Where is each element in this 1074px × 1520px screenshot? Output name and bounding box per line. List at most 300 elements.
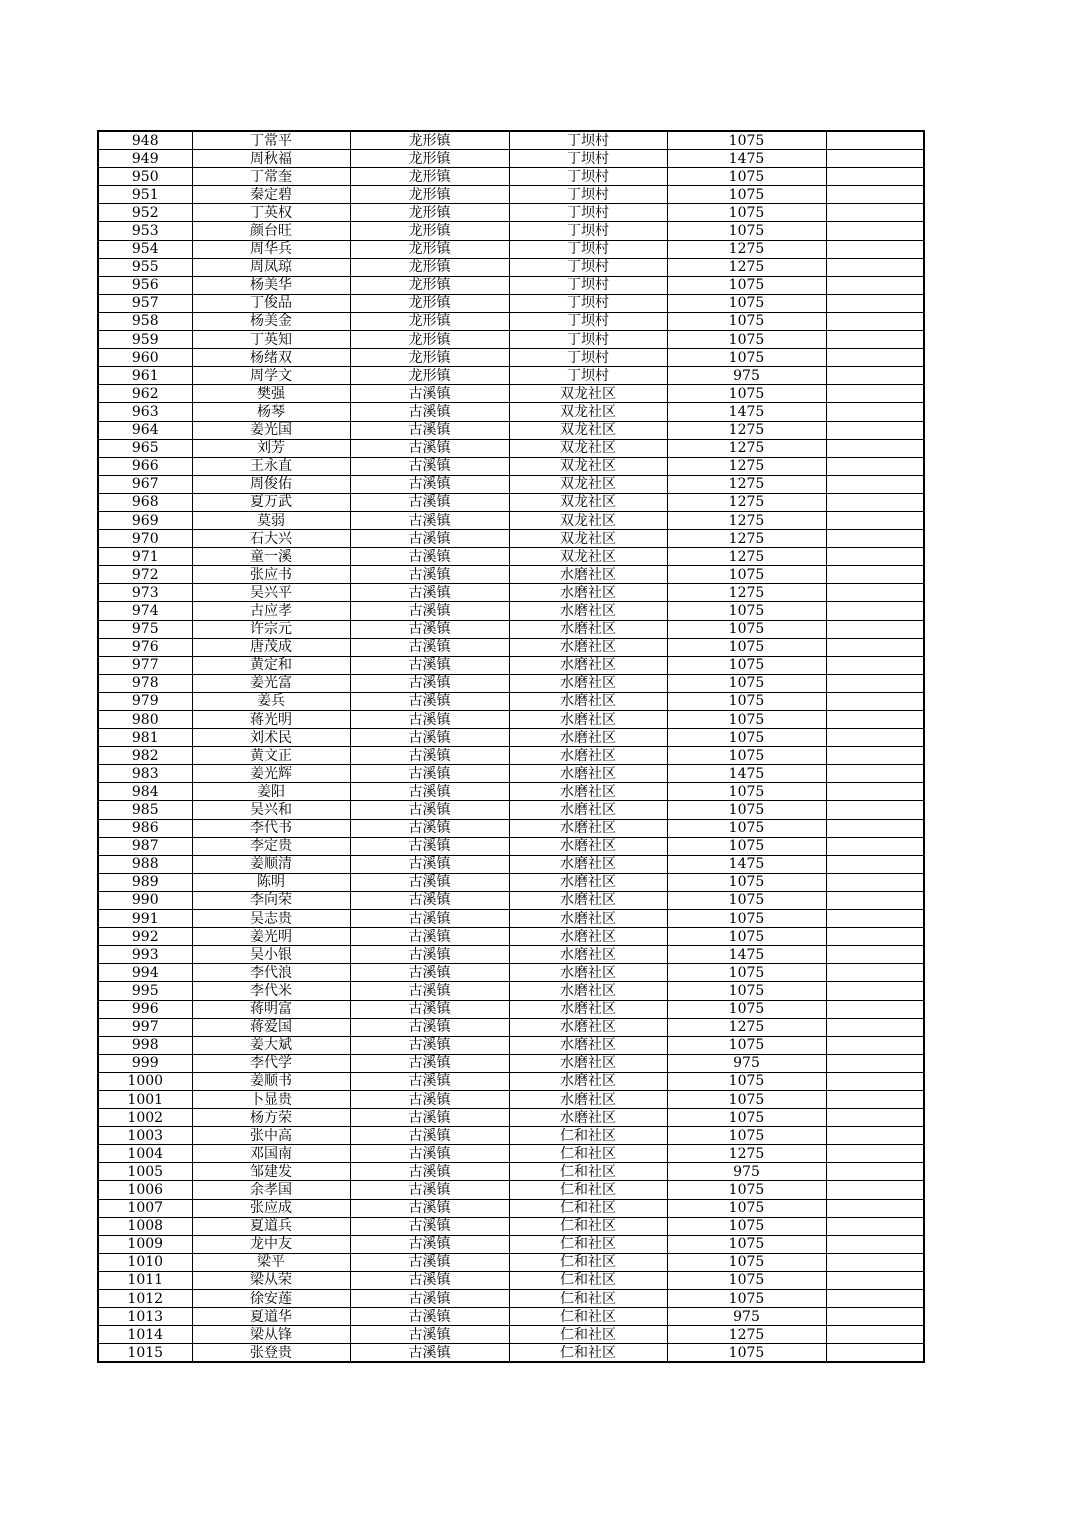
cell-amount: 1075 [667,1109,826,1127]
cell-town: 古溪镇 [350,928,509,946]
cell-amount: 1075 [667,747,826,765]
cell-index: 974 [98,602,192,620]
cell-town: 古溪镇 [350,530,509,548]
cell-name: 姜顺清 [192,855,350,873]
cell-index: 1005 [98,1163,192,1181]
cell-village: 水磨社区 [509,819,667,837]
cell-remark [826,1253,924,1271]
cell-remark [826,131,924,150]
cell-index: 1015 [98,1344,192,1363]
cell-village: 水磨社区 [509,656,667,674]
cell-index: 953 [98,222,192,240]
cell-name: 秦定碧 [192,186,350,204]
cell-name: 夏道兵 [192,1217,350,1235]
table-row [98,964,924,982]
cell-remark [826,150,924,168]
cell-name: 姜顺书 [192,1072,350,1090]
cell-index: 988 [98,855,192,873]
cell-name: 梁从锋 [192,1326,350,1344]
cell-name: 杨琴 [192,403,350,421]
cell-amount: 975 [667,1308,826,1326]
cell-village: 丁坝村 [509,367,667,385]
table-row [98,891,924,909]
cell-name: 石大兴 [192,530,350,548]
cell-index: 989 [98,873,192,891]
cell-remark [826,548,924,566]
table-row [98,801,924,819]
cell-name: 夏万武 [192,493,350,511]
table-row [98,312,924,330]
cell-amount: 1075 [667,819,826,837]
cell-name: 古应孝 [192,602,350,620]
cell-amount: 1075 [667,602,826,620]
cell-remark [826,439,924,457]
cell-town: 古溪镇 [350,819,509,837]
cell-village: 双龙社区 [509,403,667,421]
cell-remark [826,168,924,186]
cell-name: 姜大斌 [192,1036,350,1054]
cell-amount: 1075 [667,1199,826,1217]
table-row [98,928,924,946]
cell-village: 仁和社区 [509,1290,667,1308]
cell-name: 童一溪 [192,548,350,566]
cell-index: 975 [98,620,192,638]
table-row [98,131,924,150]
cell-town: 古溪镇 [350,891,509,909]
cell-name: 李代米 [192,982,350,1000]
cell-index: 1013 [98,1308,192,1326]
cell-amount: 1275 [667,421,826,439]
table-row [98,1271,924,1289]
cell-index: 985 [98,801,192,819]
cell-name: 姜阳 [192,783,350,801]
cell-village: 仁和社区 [509,1235,667,1253]
cell-town: 古溪镇 [350,602,509,620]
table-row [98,1326,924,1344]
cell-town: 古溪镇 [350,1072,509,1090]
cell-remark [826,331,924,349]
cell-remark [826,403,924,421]
cell-village: 水磨社区 [509,692,667,710]
cell-name: 李代书 [192,819,350,837]
table-row [98,873,924,891]
cell-name: 蒋明富 [192,1000,350,1018]
cell-index: 987 [98,837,192,855]
table-row [98,511,924,529]
cell-index: 960 [98,349,192,367]
cell-index: 978 [98,674,192,692]
cell-index: 1011 [98,1271,192,1289]
cell-amount: 975 [667,367,826,385]
cell-index: 961 [98,367,192,385]
cell-amount: 1275 [667,475,826,493]
cell-amount: 1275 [667,548,826,566]
cell-amount: 1475 [667,946,826,964]
cell-name: 唐茂成 [192,638,350,656]
cell-remark [826,1271,924,1289]
cell-index: 986 [98,819,192,837]
cell-remark [826,928,924,946]
cell-amount: 1075 [667,1217,826,1235]
table-row [98,765,924,783]
cell-village: 水磨社区 [509,765,667,783]
cell-name: 杨方荣 [192,1109,350,1127]
cell-remark [826,602,924,620]
table-row [98,530,924,548]
table-row [98,331,924,349]
table-row [98,602,924,620]
cell-amount: 1075 [667,1271,826,1289]
cell-name: 张应成 [192,1199,350,1217]
table-row [98,837,924,855]
cell-village: 仁和社区 [509,1344,667,1363]
cell-index: 951 [98,186,192,204]
table-row [98,475,924,493]
cell-village: 仁和社区 [509,1326,667,1344]
cell-remark [826,765,924,783]
table-row [98,258,924,276]
cell-town: 古溪镇 [350,1018,509,1036]
cell-amount: 1275 [667,457,826,475]
cell-amount: 1275 [667,584,826,602]
cell-name: 蒋光明 [192,711,350,729]
cell-village: 水磨社区 [509,891,667,909]
cell-index: 970 [98,530,192,548]
cell-remark [826,349,924,367]
cell-remark [826,692,924,710]
table-row [98,1000,924,1018]
cell-remark [826,1109,924,1127]
cell-index: 1009 [98,1235,192,1253]
cell-village: 双龙社区 [509,457,667,475]
table-row [98,1090,924,1108]
data-table [97,130,925,1363]
table-row [98,385,924,403]
cell-village: 丁坝村 [509,186,667,204]
cell-town: 古溪镇 [350,1290,509,1308]
cell-village: 仁和社区 [509,1127,667,1145]
cell-town: 古溪镇 [350,1127,509,1145]
table-row [98,1018,924,1036]
cell-village: 水磨社区 [509,1109,667,1127]
cell-amount: 1075 [667,385,826,403]
cell-index: 1014 [98,1326,192,1344]
table-row [98,946,924,964]
table-row [98,1290,924,1308]
cell-town: 古溪镇 [350,765,509,783]
cell-town: 古溪镇 [350,674,509,692]
cell-index: 1008 [98,1217,192,1235]
cell-village: 水磨社区 [509,674,667,692]
cell-town: 古溪镇 [350,1326,509,1344]
cell-town: 古溪镇 [350,801,509,819]
cell-amount: 1075 [667,1235,826,1253]
cell-remark [826,312,924,330]
cell-remark [826,873,924,891]
cell-town: 龙形镇 [350,294,509,312]
cell-village: 丁坝村 [509,331,667,349]
cell-remark [826,493,924,511]
cell-name: 姜光富 [192,674,350,692]
table-row [98,638,924,656]
cell-amount: 1275 [667,511,826,529]
cell-index: 973 [98,584,192,602]
cell-name: 夏道华 [192,1308,350,1326]
cell-amount: 1075 [667,674,826,692]
table-row [98,692,924,710]
cell-village: 仁和社区 [509,1145,667,1163]
cell-name: 李向荣 [192,891,350,909]
cell-index: 948 [98,131,192,150]
cell-remark [826,1036,924,1054]
table-row [98,1054,924,1072]
cell-name: 吴志贵 [192,910,350,928]
cell-amount: 1275 [667,1018,826,1036]
table-row [98,1199,924,1217]
cell-remark [826,1072,924,1090]
cell-amount: 1075 [667,1127,826,1145]
table-row [98,584,924,602]
cell-name: 余孝国 [192,1181,350,1199]
cell-name: 姜光明 [192,928,350,946]
cell-town: 古溪镇 [350,964,509,982]
cell-remark [826,747,924,765]
cell-village: 水磨社区 [509,801,667,819]
cell-village: 水磨社区 [509,1000,667,1018]
cell-town: 龙形镇 [350,276,509,294]
cell-village: 仁和社区 [509,1253,667,1271]
cell-name: 龙中友 [192,1235,350,1253]
cell-amount: 1475 [667,855,826,873]
cell-name: 王永直 [192,457,350,475]
cell-index: 1000 [98,1072,192,1090]
cell-town: 古溪镇 [350,1271,509,1289]
cell-remark [826,1199,924,1217]
table-row [98,982,924,1000]
cell-remark [826,367,924,385]
cell-amount: 1075 [667,1072,826,1090]
cell-name: 丁英权 [192,204,350,222]
table-row [98,1163,924,1181]
cell-name: 刘术民 [192,729,350,747]
cell-name: 丁常奎 [192,168,350,186]
cell-remark [826,964,924,982]
cell-remark [826,1181,924,1199]
cell-village: 丁坝村 [509,131,667,150]
cell-village: 双龙社区 [509,439,667,457]
cell-town: 古溪镇 [350,548,509,566]
cell-index: 950 [98,168,192,186]
cell-village: 双龙社区 [509,421,667,439]
cell-amount: 1075 [667,711,826,729]
cell-village: 仁和社区 [509,1217,667,1235]
cell-amount: 1275 [667,1145,826,1163]
cell-village: 丁坝村 [509,258,667,276]
cell-town: 古溪镇 [350,1344,509,1363]
cell-index: 954 [98,240,192,258]
cell-remark [826,891,924,909]
cell-remark [826,1326,924,1344]
cell-name: 吴小银 [192,946,350,964]
cell-name: 莫弱 [192,511,350,529]
table-row [98,656,924,674]
cell-remark [826,855,924,873]
cell-index: 966 [98,457,192,475]
cell-amount: 1075 [667,294,826,312]
data-table-container [97,130,923,1363]
cell-index: 981 [98,729,192,747]
cell-town: 古溪镇 [350,711,509,729]
cell-name: 陈明 [192,873,350,891]
cell-name: 周凤琼 [192,258,350,276]
cell-index: 1006 [98,1181,192,1199]
cell-town: 龙形镇 [350,131,509,150]
cell-town: 古溪镇 [350,1308,509,1326]
cell-town: 龙形镇 [350,331,509,349]
table-row [98,168,924,186]
table-row [98,294,924,312]
table-row [98,240,924,258]
cell-amount: 1075 [667,964,826,982]
cell-town: 古溪镇 [350,946,509,964]
cell-remark [826,1054,924,1072]
cell-remark [826,946,924,964]
cell-index: 977 [98,656,192,674]
cell-index: 984 [98,783,192,801]
cell-town: 古溪镇 [350,692,509,710]
table-row [98,204,924,222]
cell-village: 丁坝村 [509,349,667,367]
table-row [98,493,924,511]
cell-town: 古溪镇 [350,837,509,855]
cell-index: 971 [98,548,192,566]
cell-name: 李代浪 [192,964,350,982]
cell-remark [826,910,924,928]
cell-remark [826,783,924,801]
cell-village: 仁和社区 [509,1308,667,1326]
cell-town: 古溪镇 [350,403,509,421]
cell-index: 979 [98,692,192,710]
cell-remark [826,801,924,819]
cell-town: 古溪镇 [350,1090,509,1108]
table-row [98,620,924,638]
cell-village: 双龙社区 [509,530,667,548]
cell-remark [826,656,924,674]
cell-remark [826,729,924,747]
cell-index: 991 [98,910,192,928]
cell-village: 丁坝村 [509,240,667,258]
cell-remark [826,1217,924,1235]
cell-remark [826,421,924,439]
cell-index: 990 [98,891,192,909]
cell-remark [826,530,924,548]
cell-town: 古溪镇 [350,475,509,493]
cell-village: 水磨社区 [509,711,667,729]
cell-name: 吴兴和 [192,801,350,819]
cell-amount: 1275 [667,493,826,511]
cell-amount: 1075 [667,168,826,186]
cell-village: 水磨社区 [509,602,667,620]
cell-name: 周俊佑 [192,475,350,493]
cell-name: 张中高 [192,1127,350,1145]
table-row [98,1109,924,1127]
cell-town: 古溪镇 [350,385,509,403]
cell-remark [826,982,924,1000]
cell-remark [826,1290,924,1308]
cell-town: 龙形镇 [350,240,509,258]
cell-village: 水磨社区 [509,964,667,982]
cell-amount: 1075 [667,729,826,747]
cell-town: 龙形镇 [350,367,509,385]
cell-index: 993 [98,946,192,964]
cell-amount: 1075 [667,873,826,891]
cell-name: 姜光辉 [192,765,350,783]
cell-village: 水磨社区 [509,910,667,928]
cell-index: 968 [98,493,192,511]
cell-index: 972 [98,566,192,584]
table-row [98,1235,924,1253]
cell-town: 古溪镇 [350,873,509,891]
cell-name: 樊强 [192,385,350,403]
table-row [98,1308,924,1326]
cell-index: 995 [98,982,192,1000]
table-row [98,457,924,475]
cell-index: 957 [98,294,192,312]
cell-index: 969 [98,511,192,529]
cell-village: 丁坝村 [509,312,667,330]
table-row [98,367,924,385]
cell-name: 颜台旺 [192,222,350,240]
cell-village: 双龙社区 [509,511,667,529]
cell-index: 999 [98,1054,192,1072]
cell-amount: 1075 [667,891,826,909]
cell-amount: 1075 [667,801,826,819]
cell-amount: 1075 [667,204,826,222]
cell-index: 1010 [98,1253,192,1271]
cell-village: 水磨社区 [509,584,667,602]
cell-name: 邹建发 [192,1163,350,1181]
cell-amount: 1275 [667,258,826,276]
cell-town: 古溪镇 [350,493,509,511]
cell-town: 古溪镇 [350,511,509,529]
table-row [98,674,924,692]
cell-name: 吴兴平 [192,584,350,602]
cell-remark [826,837,924,855]
cell-remark [826,1163,924,1181]
cell-village: 丁坝村 [509,204,667,222]
cell-name: 李代学 [192,1054,350,1072]
cell-name: 徐安莲 [192,1290,350,1308]
cell-amount: 1075 [667,331,826,349]
cell-town: 古溪镇 [350,1145,509,1163]
cell-remark [826,711,924,729]
cell-town: 龙形镇 [350,349,509,367]
cell-village: 丁坝村 [509,168,667,186]
cell-index: 952 [98,204,192,222]
table-row [98,1127,924,1145]
table-row [98,222,924,240]
cell-remark [826,1145,924,1163]
table-row [98,1344,924,1363]
cell-town: 古溪镇 [350,1253,509,1271]
cell-remark [826,186,924,204]
cell-town: 龙形镇 [350,204,509,222]
cell-amount: 1275 [667,1326,826,1344]
table-row [98,276,924,294]
cell-village: 双龙社区 [509,548,667,566]
table-row [98,910,924,928]
cell-index: 983 [98,765,192,783]
